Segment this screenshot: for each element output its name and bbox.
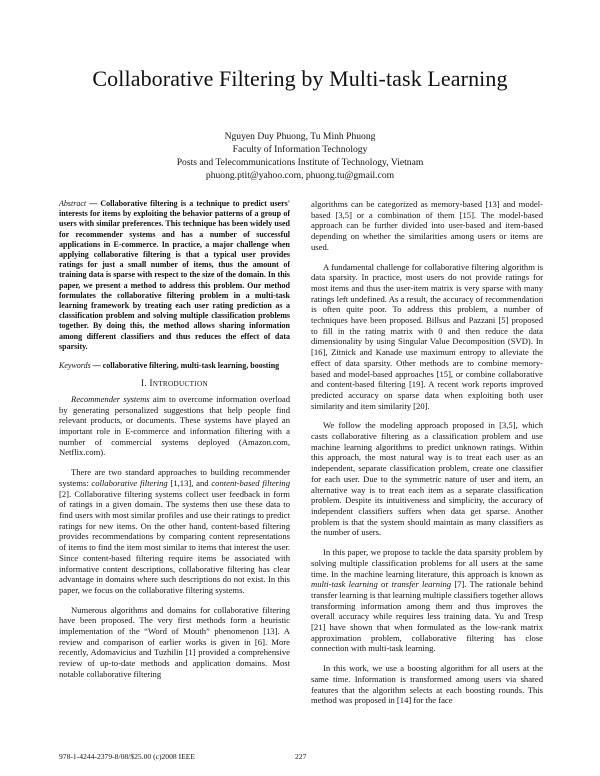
right-paragraph-5: In this work, we use a boosting algorithm for all users at the same time. Information is transformed among users via shared features that the algorithm selects at each boosting rounds. This method was proposed in [14] for the face	[311, 663, 543, 706]
right-p4-text-e: [7]. The rationale behind transfer learning is that learning multiple classifiers together allows transforming information among them and thus improves the overall accuracy while requires less training data. Yu and Tresp [21] have shown that when formulated as the low-rank matrix approximation problem, collaborative filtering has close connection with multi-task learning.	[311, 579, 543, 654]
right-paragraph-2: A fundamental challenge for collaborative filtering algorithm is data sparsity. In practice, most users do not provide ratings for most items and thus the user-item matrix is very sparse with many ratings left undefined. As a result, the accuracy of recommendation is often quite poor. To address this problem, a number of techniques have been proposed. Billsus and Pazzani [5] proposed to fill in the rating matrix with 0 and then reduce the data dimensionality by using Singular Value Decomposition (SVD). In [16], Zitnick and Kanade use maximum entropy to alleviate the effect of data sparsity. Other methods are to combine memory-based and model-based approaches [15], or combine collaborative and content-based filtering [19]. A recent work reports improved predicted accuracy on sparse data when exploiting both user similarity and item similarity [20].	[311, 261, 543, 411]
intro-paragraph-3: Numerous algorithms and domains for collaborative filtering have been proposed. The very first methods form a heuristic implementation of the “Word of Mouth” phenomenon [13]. A review and comparison of earlier works is given in [6]. More recently, Adomavicius and Tuzhilin [1] provided a comprehensive review of up-to-date methods and application domains. Most notable collaborative filtering	[59, 604, 290, 679]
term-collaborative-filtering: collaborative filtering	[91, 477, 168, 488]
right-paragraph-1: algorithms can be categorized as memory-based [13] and model-based [3,5] or a combination of them [15]. The model-based approach can be further divided into user-based and item-based depending on whether the similarities among users or items are used.	[311, 199, 543, 252]
keywords-label: Keywords	[59, 361, 91, 371]
affiliation-institute: Posts and Telecommunications Institute of Technology, Vietnam	[176, 157, 424, 168]
intro-p2-text-e: [2]. Collaborative filtering systems collect user feedback in form of ratings in a given domain. The systems then use these data to find users with most similar profiles and use their ratings to predict ratings for new items. On the other hand, content-based filtering provides recommendations by comparing content representations of items to find the item most similar to items that interest the user. Since content-based filtering require items be associated with informative content descriptions, collaborative filtering has clear advantage in domains where such descriptions do not exist. In this paper, we focus on the collaborative filtering systems.	[59, 488, 290, 595]
abstract-dash: —	[86, 199, 101, 208]
section-number: I.	[141, 378, 147, 389]
term-transfer-learning: transfer learning	[391, 579, 452, 590]
intro-paragraph-1	[59, 394, 290, 458]
keywords	[59, 361, 290, 371]
abstract-text: Collaborative filtering is a technique to predict users' interests for items by exploiting the behavior patterns of a group of users with similar preferences. This technique has been widely used for recommender systems and has a number of successful applications in E-commerce. In practice, a major challenge when applying collaborative filtering is that a typical user provides ratings for just a small number of items, thus the amount of training data is sparse with respect to the size of the domain. In this paper, we present a method to address this problem. Our method formulates the collaborative filtering problem in a multi-task learning framework by treating each user rating prediction as a classification problem and solving multiple classification problems together. By doing this, the method allows sharing information among different classifiers and thus reduces the effect of data sparsity.	[59, 199, 290, 351]
section-title-rest: NTRODUCTION	[152, 380, 208, 389]
term-recommender-systems: Recommender systems	[71, 393, 150, 404]
right-p4-text-c: or	[377, 579, 392, 590]
author-names: Nguyen Duy Phuong, Tu Minh Phuong	[224, 131, 376, 142]
keywords-dash: —	[90, 361, 103, 371]
paper-title: Collaborative Filtering by Multi-task Learning	[92, 66, 508, 91]
author-block	[0, 130, 600, 182]
affiliation-faculty: Faculty of Information Technology	[232, 144, 368, 155]
right-column	[311, 199, 543, 715]
section-title-initial: I	[149, 378, 153, 389]
term-multi-task-learning: multi-task learning	[311, 579, 378, 590]
right-p4-text-a: In this paper, we propose to tackle the data sparsity problem by solving multiple classification problems for all users at the same time. In the machine learning literature, this approach is known as	[311, 547, 543, 579]
intro-p2-text-a: There are two standard approaches to building recommender systems:	[59, 467, 290, 488]
intro-p2-text-c: [1,13], and	[167, 477, 212, 488]
right-paragraph-4	[311, 547, 543, 654]
section-heading-introduction	[59, 378, 290, 390]
abstract	[59, 199, 290, 352]
abstract-label: Abstract	[59, 199, 87, 208]
author-emails: phuong.ptit@yahoo.com, phuong.tu@gmail.com	[205, 170, 395, 181]
keywords-text: collaborative filtering, multi-task learning, boosting	[102, 361, 280, 371]
intro-p1-text: aim to overcome information overload by generating personalized suggestions that help people find relevant products, or documents. These systems have played an important role in E-commerce and information filtering with a number of commercial systems deployed (Amazon.com, Netflix.com).	[59, 393, 290, 458]
left-column	[59, 199, 290, 689]
intro-paragraph-2	[59, 467, 290, 595]
footer-isbn: 978-1-4244-2379-8/08/$25.00 (c)2008 IEEE	[59, 752, 196, 761]
right-paragraph-3: We follow the modeling approach proposed in [3,5], which casts collaborative filtering as a classification problem and use machine learning algorithms to predict unknown ratings. Within this approach, the most natural way is to treat each user as an independent, separate classification problem, create one classifier for each user. Due to the symmetric nature of user and item, an alternative way is to treat each item as a separate classification problem. Despite its intuitiveness and simplicity, the accuracy of independent classifiers suffers when data get sparse. Another problem is that the system should maintain as many classifiers as the number of users.	[311, 420, 543, 538]
page-number: 227	[295, 752, 307, 761]
term-content-based-filtering: content-based filtering	[211, 477, 290, 488]
